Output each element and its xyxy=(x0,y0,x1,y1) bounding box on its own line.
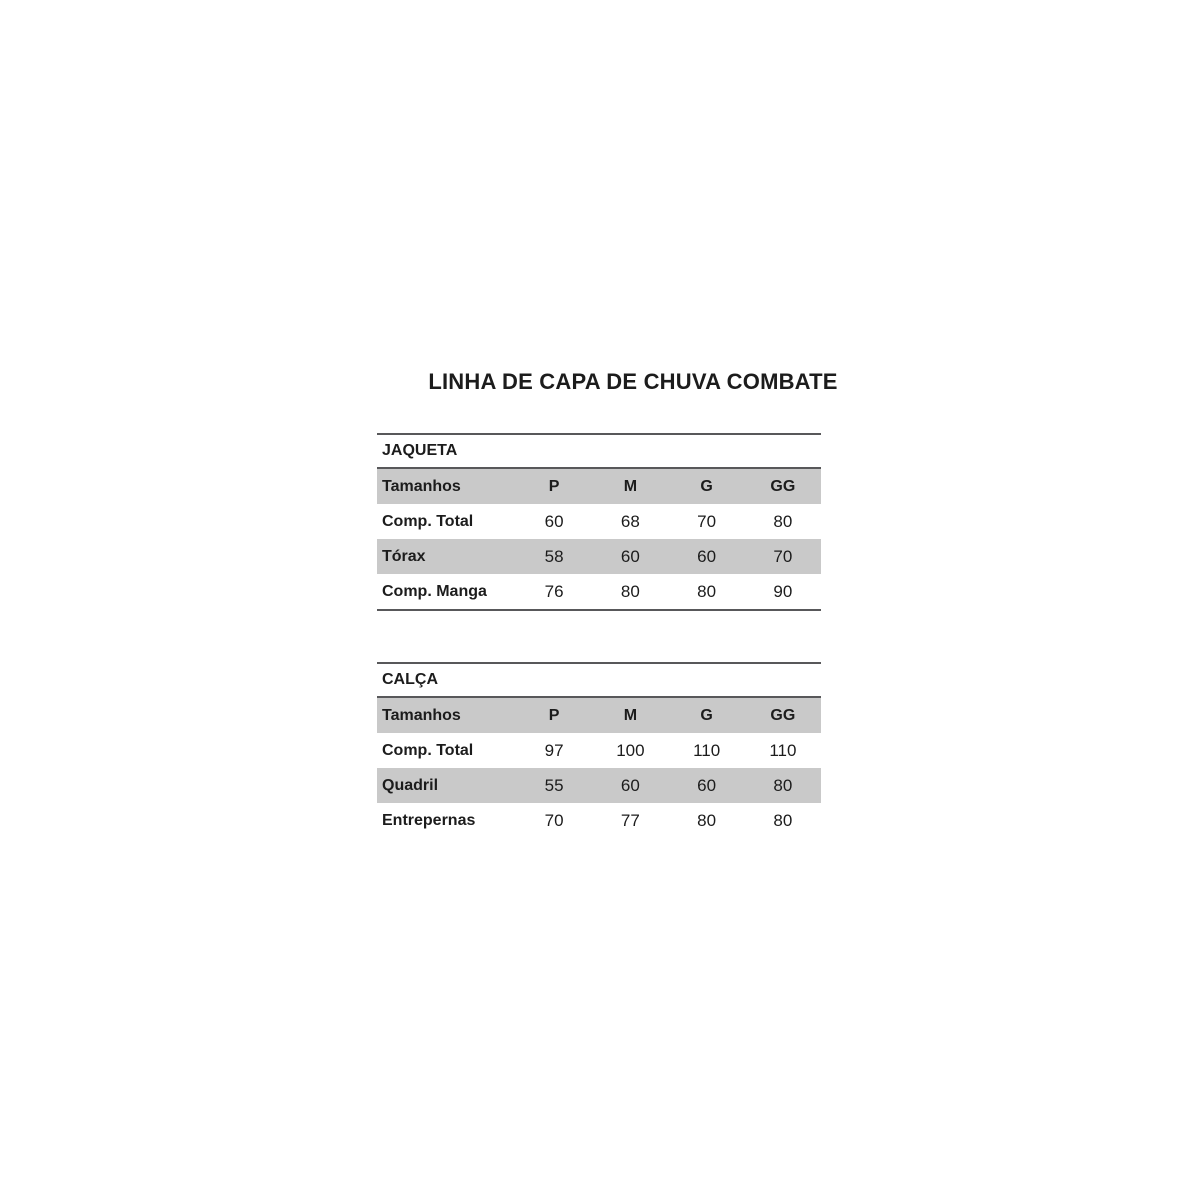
table-row xyxy=(377,733,821,768)
cell: 100 xyxy=(616,740,645,760)
cell: 77 xyxy=(620,810,640,830)
table-row xyxy=(377,803,821,838)
cell: 70 xyxy=(745,539,821,574)
row-label: Quadril xyxy=(377,768,516,803)
column-header-m: M xyxy=(592,469,668,504)
cell: 76 xyxy=(544,581,564,601)
cell: 70 xyxy=(697,511,717,531)
cell: 70 xyxy=(544,810,564,830)
cell: 60 xyxy=(544,511,564,531)
cell: 80 xyxy=(620,581,640,601)
cell: 80 xyxy=(697,810,717,830)
column-header-tamanhos: Tamanhos xyxy=(377,698,516,733)
cell: 60 xyxy=(592,768,668,803)
section-title-calca: CALÇA xyxy=(377,664,821,698)
column-header-p: P xyxy=(516,469,592,504)
row-label: Comp. Manga xyxy=(382,582,487,600)
row-label: Comp. Total xyxy=(382,741,474,759)
jaqueta-size-table xyxy=(377,433,821,611)
header-row xyxy=(377,469,821,504)
column-header-g: G xyxy=(669,469,745,504)
row-label: Entrepernas xyxy=(382,811,476,829)
table-row xyxy=(377,768,821,803)
row-label: Tórax xyxy=(377,539,516,574)
column-header-m: M xyxy=(592,698,668,733)
cell: 110 xyxy=(769,740,797,760)
cell: 80 xyxy=(773,810,793,830)
cell: 60 xyxy=(669,539,745,574)
cell: 58 xyxy=(516,539,592,574)
cell: 110 xyxy=(693,740,721,760)
table-row xyxy=(377,504,821,539)
header-row xyxy=(377,698,821,733)
table-row xyxy=(377,574,821,610)
column-header-tamanhos: Tamanhos xyxy=(377,469,516,504)
page-title: LINHA DE CAPA DE CHUVA COMBATE xyxy=(428,369,838,394)
column-header-g: G xyxy=(669,698,745,733)
column-header-gg: GG xyxy=(745,469,821,504)
cell: 80 xyxy=(745,768,821,803)
column-header-gg: GG xyxy=(745,698,821,733)
cell: 55 xyxy=(516,768,592,803)
cell: 60 xyxy=(669,768,745,803)
column-header-p: P xyxy=(516,698,592,733)
jaqueta-size-grid xyxy=(377,469,821,611)
calca-size-grid xyxy=(377,698,821,838)
cell: 97 xyxy=(544,740,564,760)
cell: 80 xyxy=(773,511,793,531)
cell: 80 xyxy=(697,581,717,601)
cell: 90 xyxy=(773,581,793,601)
table-row xyxy=(377,539,821,574)
row-label: Comp. Total xyxy=(382,512,474,530)
cell: 68 xyxy=(620,511,640,531)
calca-size-table xyxy=(377,662,821,838)
cell: 60 xyxy=(592,539,668,574)
section-title-jaqueta: JAQUETA xyxy=(377,435,821,469)
